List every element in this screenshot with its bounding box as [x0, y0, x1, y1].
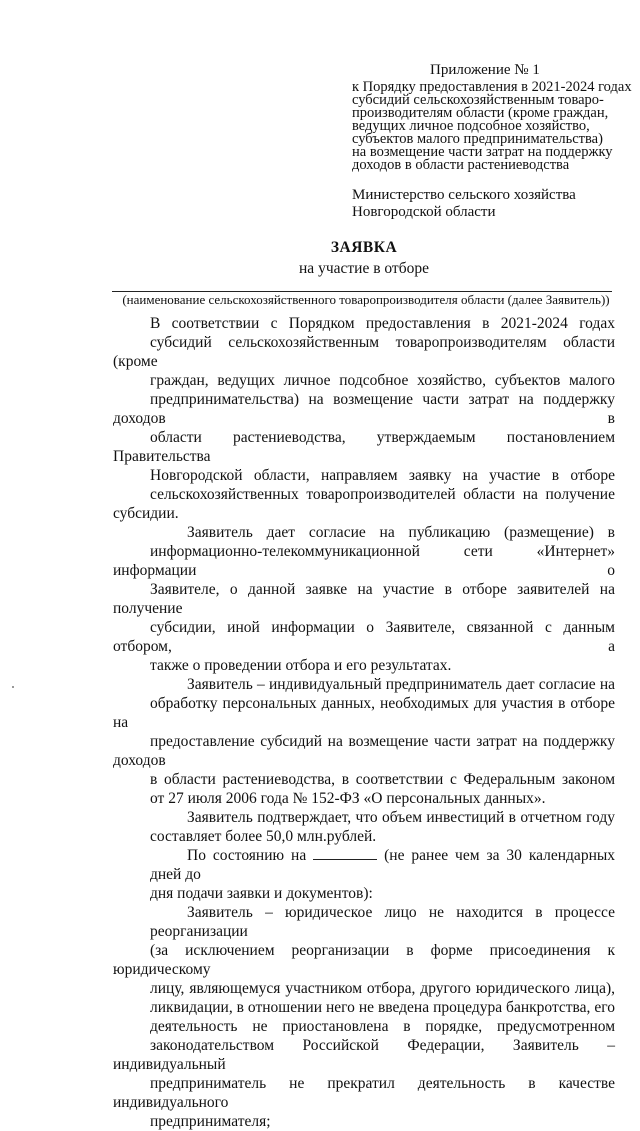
- text-line: предприниматель не прекратил деятельность в качестве индивидуального: [113, 1075, 615, 1111]
- appendix-line: к Порядку предоставления в 2021-2024 годах: [352, 79, 632, 95]
- text-line: Заявитель – юридическое лицо не находится в процессе реорганизации: [150, 904, 615, 940]
- text-line: Заявитель дает согласие на публикацию (размещение) в: [187, 524, 615, 541]
- document-title: ЗАЯВКА: [330, 239, 398, 256]
- status-date-label: По состоянию на: [187, 847, 307, 864]
- applicant-name-caption: (наименование сельскохозяйственного товаропроизводителя области (далее Заявитель)): [122, 292, 610, 307]
- status-date-blank: [313, 847, 377, 860]
- text-line: Заявитель подтверждает, что объем инвестиций в отчетном году: [187, 809, 615, 826]
- text-line: информационно-телекоммуникационной сети «Интернет» информации о: [113, 543, 615, 579]
- text-line: составляет более 50,0 млн.рублей.: [150, 828, 377, 845]
- document-subtitle: на участие в отборе: [299, 260, 429, 277]
- appendix-line: доходов в области растениеводства: [352, 157, 570, 173]
- text-line: также о проведении отбора и его результатах.: [150, 657, 452, 674]
- text-line: предпринимательства) на возмещение части затрат на поддержку доходов в: [113, 391, 615, 427]
- appendix-line: на возмещение части затрат на поддержку: [352, 144, 613, 160]
- text-line: в области растениеводства, в соответствии с Федеральным законом: [150, 771, 615, 788]
- text-line: законодательством Российской Федерации, Заявитель – индивидуальный: [113, 1037, 615, 1073]
- text-line: области растениеводства, утверждаемым постановлением Правительства: [113, 429, 615, 465]
- application-body: [113, 314, 615, 1131]
- text-line: деятельность не приостановлена в порядке, предусмотренном: [150, 1018, 615, 1035]
- text-line: сельскохозяйственных товаропроизводителей области на получение субсидии.: [113, 486, 615, 522]
- text-line: субсидии, иной информации о Заявителе, связанной с данным отбором, а: [113, 619, 615, 655]
- appendix-line: производителям области (кроме граждан,: [352, 105, 609, 121]
- text-line: Заявитель – индивидуальный предприниматель дает согласие на: [187, 676, 615, 693]
- text-line: дня подачи заявки и документов):: [150, 885, 373, 902]
- text-line: Заявителе, о данной заявке на участие в отборе заявителей на получение: [113, 581, 615, 617]
- paragraph-investment-confirmation: [113, 808, 615, 846]
- text-line: обработку персональных данных, необходимых для участия в отборе на: [113, 695, 615, 731]
- paragraph-status-date: [113, 846, 615, 903]
- text-line: Новгородской области, направляем заявку на участие в отборе: [150, 467, 615, 484]
- addressee-line: Новгородской области: [352, 204, 496, 220]
- paragraph-personal-data-consent: [113, 675, 615, 808]
- scan-artifact-dot: [12, 686, 14, 688]
- appendix-line: ведущих личное подсобное хозяйство,: [352, 118, 590, 134]
- text-line: В соответствии с Порядком предоставления в 2021-2024 годах: [150, 315, 615, 332]
- text-line: граждан, ведущих личное подсобное хозяйство, субъектов малого: [150, 372, 615, 389]
- addressee-line: Министерство сельского хозяйства: [352, 187, 576, 203]
- text-line: предоставление субсидий на возмещение части затрат на поддержку доходов: [113, 733, 615, 769]
- text-line: [113, 846, 615, 884]
- text-line: от 27 июля 2006 года № 152-ФЗ «О персональных данных».: [150, 790, 546, 807]
- paragraph-consent-basis: [113, 314, 615, 523]
- addressee: [352, 187, 576, 221]
- appendix-line: субъектов малого предпринимательства): [352, 131, 603, 147]
- appendix-reference: [352, 79, 632, 173]
- text-line: ликвидации, в отношении него не введена процедура банкротства, его: [150, 999, 615, 1016]
- text-line: субсидий сельскохозяйственным товаропроизводителям области (кроме: [113, 334, 615, 370]
- status-date-note: (не ранее чем за 30 календарных дней до: [150, 847, 616, 883]
- text-line: (за исключением реорганизации в форме присоединения к юридическому: [113, 942, 615, 978]
- appendix-line: субсидий сельскохозяйственным товаро-: [352, 92, 604, 108]
- text-line: предпринимателя;: [150, 1113, 271, 1130]
- appendix-title: Приложение № 1: [430, 62, 540, 78]
- paragraph-publication-consent: [113, 523, 615, 675]
- text-line: лицу, являющемуся участником отбора, другого юридического лица),: [150, 980, 615, 997]
- paragraph-legal-status: [113, 903, 615, 1131]
